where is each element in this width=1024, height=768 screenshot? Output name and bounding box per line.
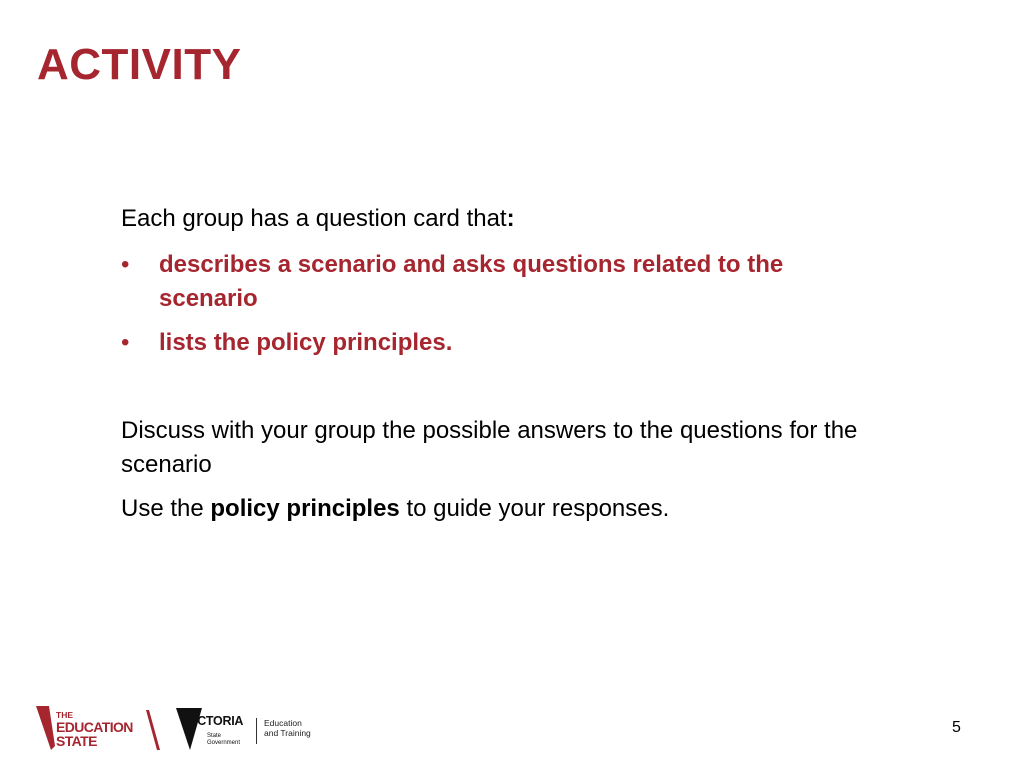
intro-colon: : bbox=[506, 205, 515, 232]
education-state-logo bbox=[36, 706, 162, 750]
use-text-after: to guide your responses. bbox=[399, 495, 670, 522]
discuss-text: Discuss with your group the possible answers to the questions for the scenario bbox=[121, 417, 858, 478]
education-state-chevron-left bbox=[36, 706, 55, 750]
education-state-chevron-right bbox=[146, 710, 160, 750]
use-text-before: Use the bbox=[121, 495, 211, 522]
bullet-item-principles bbox=[121, 326, 881, 360]
use-text-bold: policy principles bbox=[210, 495, 400, 522]
victoria-logo bbox=[176, 706, 256, 750]
page-number: 5 bbox=[952, 719, 961, 736]
bullet-text: lists the policy principles. bbox=[159, 329, 453, 356]
education-state-line2: EDUCATION bbox=[56, 719, 133, 735]
victoria-sub2: Government bbox=[207, 740, 241, 746]
victoria-name: VICTORIA bbox=[186, 714, 244, 728]
intro-text-main: Each group has a question card that bbox=[121, 205, 507, 232]
logo-divider bbox=[256, 718, 257, 744]
education-state-line1: THE bbox=[56, 710, 73, 720]
education-state-line3: STATE bbox=[56, 733, 97, 749]
bullet-icon: • bbox=[121, 329, 130, 356]
bullet-text: describes a scenario and asks questions related to the scenario bbox=[159, 251, 784, 312]
slide-footer bbox=[0, 700, 1024, 760]
bullet-item-scenario bbox=[121, 248, 881, 316]
victoria-sub1: State bbox=[207, 733, 222, 739]
bullet-icon: • bbox=[121, 251, 130, 278]
bullet-list bbox=[121, 248, 881, 360]
use-text bbox=[121, 492, 881, 526]
slide-body bbox=[121, 202, 881, 526]
intro-text bbox=[121, 202, 881, 236]
department-name: Education and Training bbox=[264, 718, 311, 738]
slide-title: ACTIVITY bbox=[37, 40, 242, 89]
